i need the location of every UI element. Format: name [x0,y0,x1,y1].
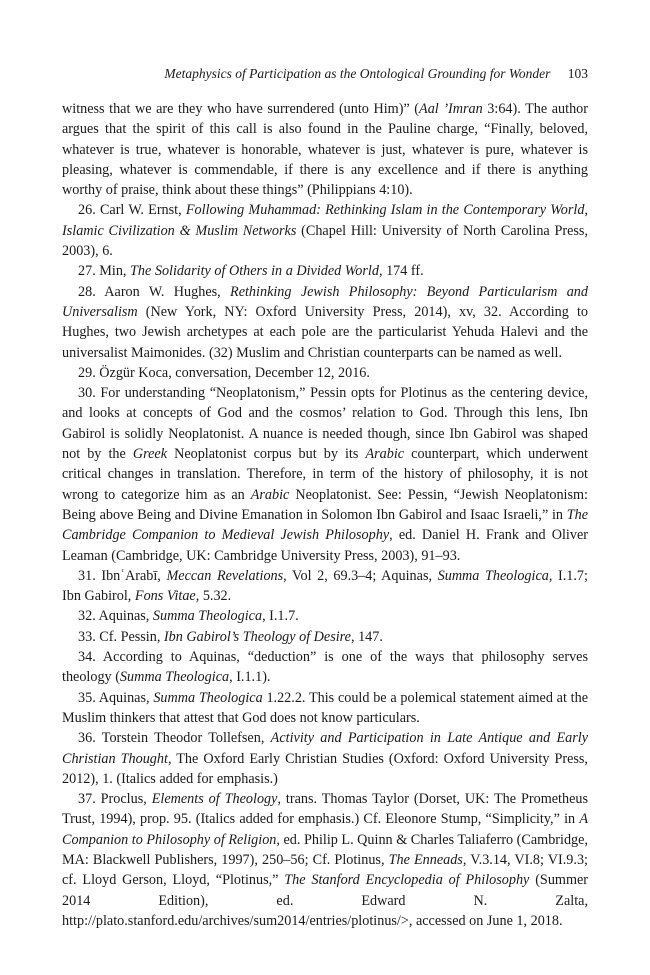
italic-title: Summa Theologica [437,567,549,584]
italic-title: The Cambridge Companion to Medieval Jewish Philosophy [62,506,588,544]
note-text: 27. Min, [78,263,131,280]
note-37 [62,789,588,931]
note-30 [62,383,588,566]
italic-title: Summa Theologica [119,669,230,686]
italic-title: The Stanford Encyclopedia of Philosophy [284,872,530,889]
note-text: witness that we are they who have surrendered (unto Him)” ( [62,101,420,117]
note-text: 32. Aquinas, [78,608,153,625]
note-text: , 174 ff. [378,263,424,280]
note-text: , 5.32. [195,588,232,605]
note-continuation [62,99,588,200]
note-text: counterpart, which underwent critical changes in translation. Therefore, in term of the history of philosophy, it is not wrong to categorize him as an [62,446,588,503]
note-text: 1.22.2. This could be a polemical statement aimed at the Muslim thinkers that attest that God does not know particulars. [62,689,588,726]
note-text: 31. IbnʿArabī, [78,567,167,584]
note-28 [62,282,588,363]
note-text: , ed. Philip L. Quinn & Charles Taliaferro (Cambridge, MA: Blackwell Publishers, 1997), 250–56; Cf. Plotinus, [62,831,588,868]
italic-title: The Enneads [388,851,463,868]
italic-title: Ibn Gabirol’s Theology of Desire [163,628,351,645]
italic-title: Meccan Revelations [166,567,284,584]
note-text: 26. Carl W. Ernst, [78,202,186,219]
italic-title: Fons Vitae [134,588,196,605]
italic-title: The Solidarity of Others in a Divided World [130,263,379,280]
note-text: 29. Özgür Koca, conversation, December 12, 2016. [78,364,370,381]
note-text: , Vol 2, 69.3–4; Aquinas, [283,567,438,584]
note-text: , I.1.7. [262,608,299,625]
page-number: 103 [567,66,588,81]
note-text: Neoplatonist corpus but by its [167,446,366,463]
note-text: , V.3.14, VI.8; VI.9.3; cf. Lloyd Gerson, Lloyd, “Plotinus,” [62,851,588,889]
note-29 [62,363,588,383]
note-text: , The Oxford Early Christian Studies (Oxford: Oxford University Press, 2012), 1. (Italics added for emphasis.) [62,750,588,787]
italic-title: Arabic [365,446,405,463]
note-text: 34. According to Aquinas, “deduction” is one of the ways that philosophy serves theology ( [62,649,588,686]
italic-title: Following Muhammad: Rethinking Islam in the Contemporary World, Islamic Civilization & Muslim Networks [62,202,588,239]
italic-title: Activity and Participation in Late Antique and Early Christian Thought [62,730,588,767]
note-text: Neoplatonist. See: Pessin, “Jewish Neoplatonism: Being above Being and Divine Emanation in Solomon Ibn Gabirol and Isaac Israeli,” in [62,486,588,523]
note-text: (New York, NY: Oxford University Press, 2014), xv, 32. According to Hughes, two Jewish archetypes at each pole are the particularist Yehuda Halevi and the universalist Maimonides. (32) Muslim and Christian counterparts can be named as well. [62,303,588,361]
note-text: , 147. [350,628,383,645]
note-33 [62,627,588,647]
endnotes [62,99,588,931]
italic-title: Summa Theologica [152,608,263,625]
running-title: Metaphysics of Participation as the Ontological Grounding for Wonder [164,66,551,81]
note-36 [62,728,588,789]
note-26 [62,200,588,261]
italic-title: Rethinking Jewish Philosophy: Beyond Particularism and Universalism [62,283,588,320]
note-34 [62,647,588,688]
note-35 [62,688,588,729]
note-text: (Summer 2014 Edition), ed. Edward N. Zalta, http://plato.stanford.edu/archives/sum2014/entries/plotinus/>, accessed on June 1, 2018. [62,872,588,929]
note-text: , ed. Daniel H. Frank and Oliver Leaman (Cambridge, UK: Cambridge University Press, 2003), 91–93. [62,527,588,564]
note-text: 35. Aquinas, [78,689,154,706]
italic-title: Arabic [250,486,290,503]
italic-title: Summa Theologica [153,689,263,706]
note-text: (Chapel Hill: University of North Carolina Press, 2003), 6. [62,222,588,260]
note-text: 3:64). The author argues that the spirit of this call is also found in the Pauline charge, “Finally, beloved, whatever is true, whatever is honorable, whatever is just, whatever is pure, whatever is pleasing, whatever is commendable, if there is any excellence and if there is anything worthy of praise, think about these things” (Philippians 4:10). [62,101,588,199]
note-text: 33. Cf. Pessin, [78,628,164,645]
note-text: 36. Torstein Theodor Tollefsen, [78,730,271,747]
note-text: 30. For understanding “Neoplatonism,” Pessin opts for Plotinus as the centering device, and looks at concepts of God and the cosmos’ relation to God. Through this lens, Ibn Gabirol is solidly Neoplatonist. A nuance is needed though, since Ibn Gabirol was shaped not by the [62,385,588,463]
note-text: , I.1.1). [229,669,271,686]
note-text: , I.1.7; Ibn Gabirol, [62,567,588,605]
italic-title: Elements of Theology [151,791,278,808]
running-header [62,66,588,82]
italic-title: Greek [132,446,167,463]
italic-title: A Companion to Philosophy of Religion [62,811,588,848]
note-32 [62,606,588,626]
note-27 [62,261,588,281]
note-31 [62,566,588,607]
note-text: 37. Proclus, [78,791,152,808]
italic-title: Aal ’Imran [419,101,483,117]
note-text: 28. Aaron W. Hughes, [78,283,231,300]
note-text: , trans. Thomas Taylor (Dorset, UK: The Prometheus Trust, 1994), prop. 95. (Italics added for emphasis.) Cf. Eleonore Stump, “Simplicity,” in [62,791,589,828]
